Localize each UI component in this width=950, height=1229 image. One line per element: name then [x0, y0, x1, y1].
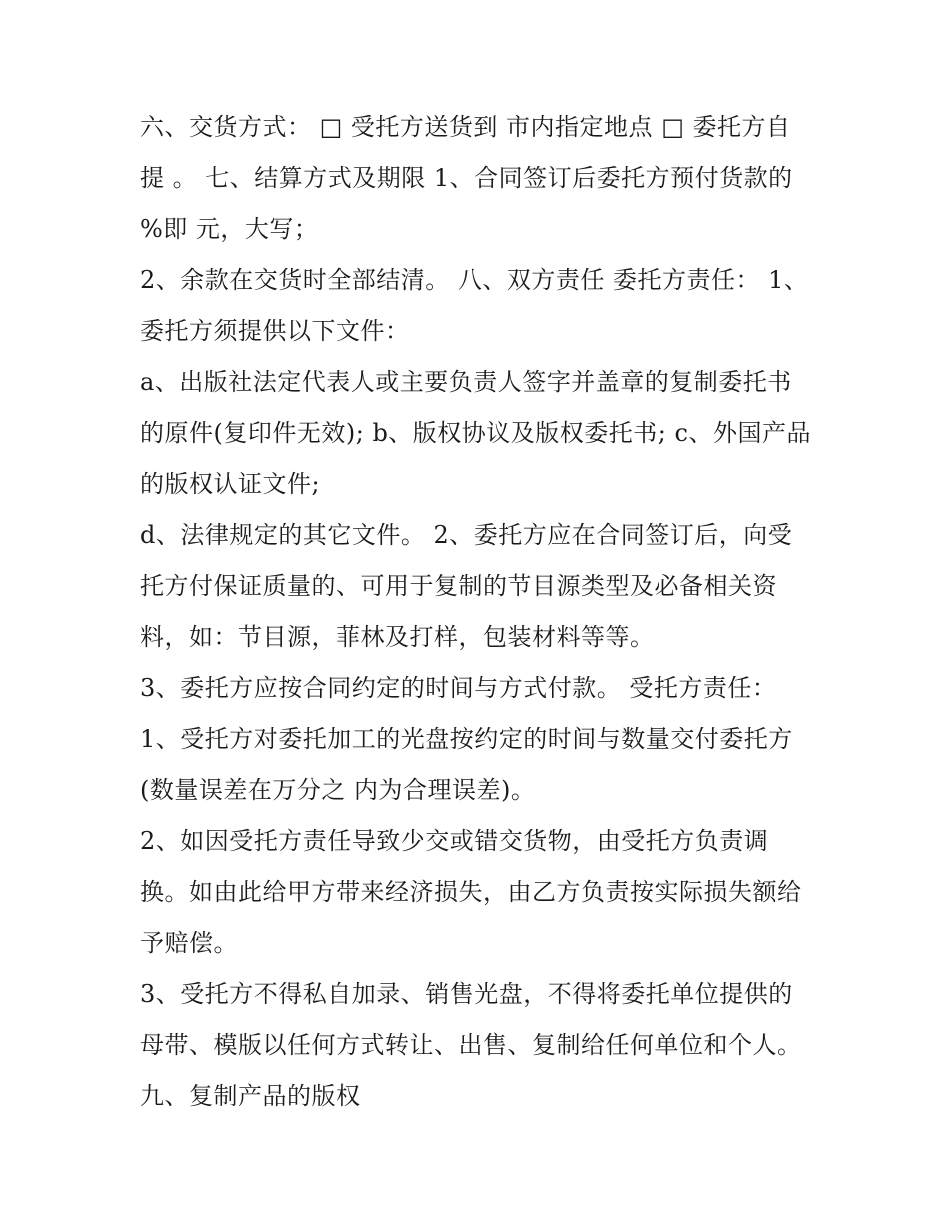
text-line: 换。如由此给甲方带来经济损失，由乙方负责按实际损失额给 [140, 878, 802, 906]
text-line: 2、余款在交货时全部结清。 八、双方责任 委托方责任： 1、 [140, 266, 809, 294]
text-line: 的版权认证文件; [140, 470, 321, 498]
text-line: %即 元，大写； [140, 215, 319, 243]
text-line: 托方付保证质量的、可用于复制的节目源类型及必备相关资 [140, 572, 777, 600]
text-line: 3、委托方应按合同约定的时间与方式付款。 受托方责任： [140, 674, 777, 702]
text-line: 母带、模版以任何方式转让、出售、复制给任何单位和个人。 [140, 1031, 802, 1059]
text-line: 九、复制产品的版权 [140, 1082, 361, 1110]
text-line: 的原件(复印件无效); b、版权协议及版权委托书; c、外国产品 [140, 419, 811, 447]
text-line: a、出版社法定代表人或主要负责人签字并盖章的复制委托书 [140, 368, 792, 396]
text-line: 六、交货方式： □ 受托方送货到 市内指定地点 □ 委托方自 [140, 113, 791, 141]
text-line: 提 。 七、结算方式及期限 1、合同签订后委托方预付货款的 [140, 164, 793, 192]
text-line: 1、受托方对委托加工的光盘按约定的时间与数量交付委托方 [140, 725, 793, 753]
text-line: (数量误差在万分之 内为合理误差)。 [140, 776, 536, 804]
text-line: 委托方须提供以下文件： [140, 317, 410, 345]
text-line: 料，如：节目源，菲林及打样，包装材料等等。 [140, 623, 655, 651]
text-line: 3、受托方不得私自加录、销售光盘，不得将委托单位提供的 [140, 980, 793, 1008]
document-body [140, 102, 820, 1122]
text-line: 2、如因受托方责任导致少交或错交货物，由受托方负责调 [140, 827, 769, 855]
text-line: 予赔偿。 [140, 929, 238, 957]
text-line: d、法律规定的其它文件。 2、委托方应在合同签订后，向受 [140, 521, 793, 549]
